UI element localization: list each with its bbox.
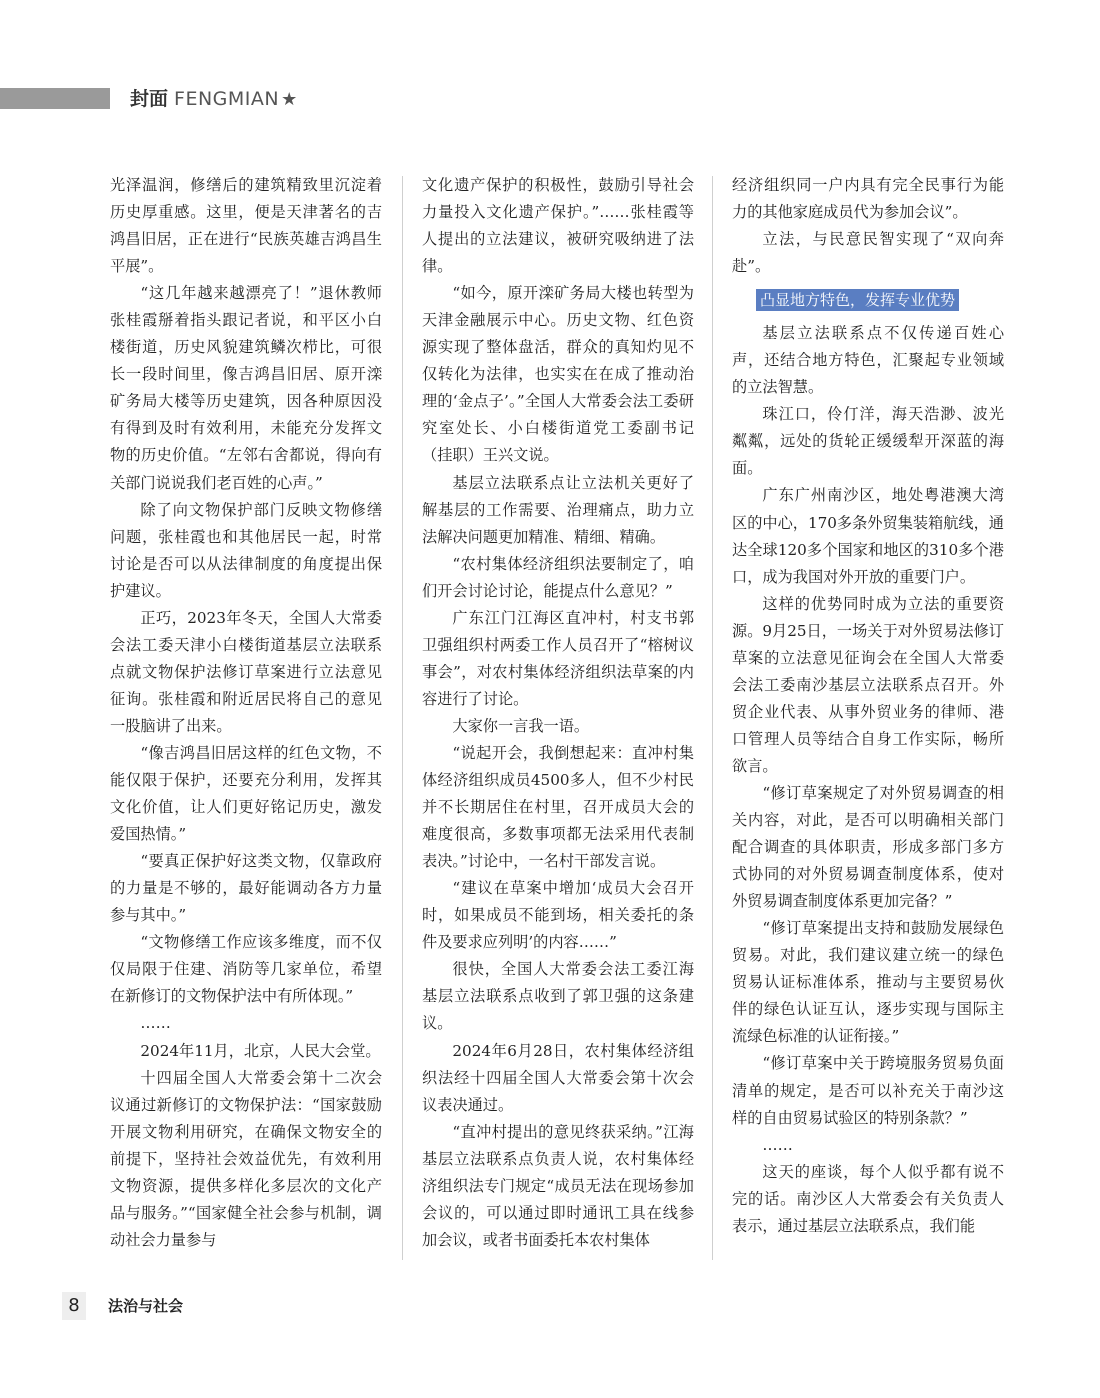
paragraph: 光泽温润，修缮后的建筑精致里沉淀着历史厚重感。这里，便是天津著名的吉鸿昌旧居，正在进行“民族英雄吉鸿昌生平展”。: [110, 176, 382, 276]
star-icon: ★: [281, 89, 298, 110]
paragraph: 基层立法联系点不仅传递百姓心声，还结合地方特色，汇聚起专业领域的立法智慧。: [732, 324, 1004, 397]
paragraph: “修订草案提出支持和鼓励发展绿色贸易。对此，我们建议建立统一的绿色贸易认证标准体系，推动与主要贸易伙伴的绿色认证互认，逐步实现与国际主流绿色标准的认证衔接。”: [732, 919, 1004, 1046]
paragraph: “修订草案中关于跨境服务贸易负面清单的规定，是否可以补充关于南沙这样的自由贸易试验区的特别条款？”: [732, 1054, 1004, 1127]
section-label-en: FENGMIAN: [174, 88, 280, 110]
paragraph: 文化遗产保护的积极性，鼓励引导社会力量投入文化遗产保护。”……张桂霞等人提出的立法建议，被研究吸纳进了法律。: [422, 176, 694, 276]
paragraph: 广东江门江海区直冲村，村支书郭卫强组织村两委工作人员召开了“榕树议事会”，对农村集体经济组织法草案的内容进行了讨论。: [422, 608, 694, 708]
paragraph: 2024年11月，北京，人民大会堂。: [140, 1041, 381, 1060]
section-label: [130, 84, 297, 114]
paragraph: “要真正保护好这类文物，仅靠政府的力量是不够的，最好能调动各方力量参与其中。”: [110, 852, 382, 925]
article-column-3: [732, 172, 1004, 1240]
page-number: 8: [62, 1292, 86, 1320]
paragraph: “直冲村提出的意见终获采纳。”江海基层立法联系点负责人说，农村集体经济组织法专门规定“成员无法在现场参加会议的，可以通过即时通讯工具在线参加会议，或者书面委托本农村集体: [422, 1122, 694, 1249]
paragraph: ……: [140, 1014, 171, 1033]
paragraph: 广东广州南沙区，地处粤港澳大湾区的中心，170多条外贸集装箱航线，通达全球120多个国家和地区的310多个港口，成为我国对外开放的重要门户。: [732, 486, 1004, 586]
paragraph: “说起开会，我倒想起来：直冲村集体经济组织成员4500多人，但不少村民并不长期居住在村里，召开成员大会的难度很高，多数事项都无法采用代表制表决。”讨论中，一名村干部发言说。: [422, 743, 694, 871]
paragraph: “建议在草案中增加‘成员大会召开时，如果成员不能到场，相关委托的条件及要求应列明’的内容……”: [422, 879, 694, 952]
paragraph: ……: [762, 1135, 793, 1154]
paragraph: 这天的座谈，每个人似乎都有说不完的话。南沙区人大常委会有关负责人表示，通过基层立法联系点，我们能: [732, 1162, 1004, 1235]
paragraph: 很快，全国人大常委会法工委江海基层立法联系点收到了郭卫强的这条建议。: [422, 960, 694, 1033]
paragraph: 立法，与民意民智实现了“双向奔赴”。: [732, 230, 1004, 276]
paragraph: 经济组织同一户内具有完全民事行为能力的其他家庭成员代为参加会议”。: [732, 176, 1004, 222]
section-header-bar: [0, 88, 110, 109]
paragraph: 基层立法联系点让立法机关更好了解基层的工作需要、治理痛点，助力立法解决问题更加精准、精细、精确。: [422, 473, 694, 546]
column-divider: [402, 176, 403, 1260]
paragraph: “像吉鸿昌旧居这样的红色文物，不能仅限于保护，还要充分利用，发挥其文化价值，让人们更好铭记历史，激发爱国热情。”: [110, 743, 382, 844]
article-column-1: [110, 172, 382, 1254]
paragraph: 这样的优势同时成为立法的重要资源。9月25日，一场关于对外贸易法修订草案的立法意见征询会在全国人大常委会法工委南沙基层立法联系点召开。外贸企业代表、从事外贸业务的律师、港口管理人员等结合自身工作实际，畅所欲言。: [732, 594, 1004, 775]
subheading-text: 凸显地方特色，发挥专业优势: [756, 289, 959, 311]
paragraph: 珠江口，伶仃洋，海天浩渺、波光粼粼，远处的货轮正缓缓犁开深蓝的海面。: [732, 405, 1004, 478]
column-divider: [712, 176, 713, 1260]
paragraph: 大家你一言我一语。: [452, 716, 590, 735]
paragraph: 十四届全国人大常委会第十二次会议通过新修订的文物保护法：“国家鼓励开展文物利用研究，在确保文物安全的前提下，坚持社会效益优先，有效利用文物资源，提供多样化多层次的文化产品与服务。”“国家健全社会参与机制，调动社会力量参与: [110, 1068, 382, 1249]
paragraph: “这几年越来越漂亮了！”退休教师张桂霞掰着指头跟记者说，和平区小白楼街道，历史风貌建筑鳞次栉比，可很长一段时间里，像吉鸿昌旧居、原开滦矿务局大楼等历史建筑，因各种原因没有得到及时有效利用，未能充分发挥文物的历史价值。“左邻右舍都说，得向有关部门说说我们老百姓的心声。”: [110, 284, 382, 492]
section-subheading: [756, 289, 1004, 311]
paragraph: “文物修缮工作应该多维度，而不仅仅局限于住建、消防等几家单位，希望在新修订的文物保护法中有所体现。”: [110, 933, 382, 1006]
magazine-name: 法治与社会: [108, 1297, 184, 1315]
article-column-2: [422, 172, 694, 1254]
paragraph: “修订草案规定了对外贸易调查的相关内容，对此，是否可以明确相关部门配合调查的具体职责，形成多部门多方式协同的对外贸易调查制度体系，使对外贸易调查制度体系更加完备？”: [732, 783, 1004, 911]
paragraph: 除了向文物保护部门反映文物修缮问题，张桂霞也和其他居民一起，时常讨论是否可以从法律制度的角度提出保护建议。: [110, 500, 382, 600]
paragraph: 正巧，2023年冬天，全国人大常委会法工委天津小白楼街道基层立法联系点就文物保护法修订草案进行立法意见征询。张桂霞和附近居民将自己的意见一股脑讲了出来。: [110, 608, 382, 735]
paragraph: “农村集体经济组织法要制定了，咱们开会讨论讨论，能提点什么意见？”: [422, 554, 694, 600]
paragraph: “如今，原开滦矿务局大楼也转型为天津金融展示中心。历史文物、红色资源实现了整体盘活，群众的真知灼见不仅转化为法律，也实实在在成了推动治理的‘金点子’。”全国人大常委会法工委研究室处长、小白楼街道党工委副书记（挂职）王兴文说。: [422, 284, 694, 465]
paragraph: 2024年6月28日，农村集体经济组织法经十四届全国人大常委会第十次会议表决通过。: [422, 1041, 694, 1114]
section-label-zh: 封面: [130, 88, 169, 110]
